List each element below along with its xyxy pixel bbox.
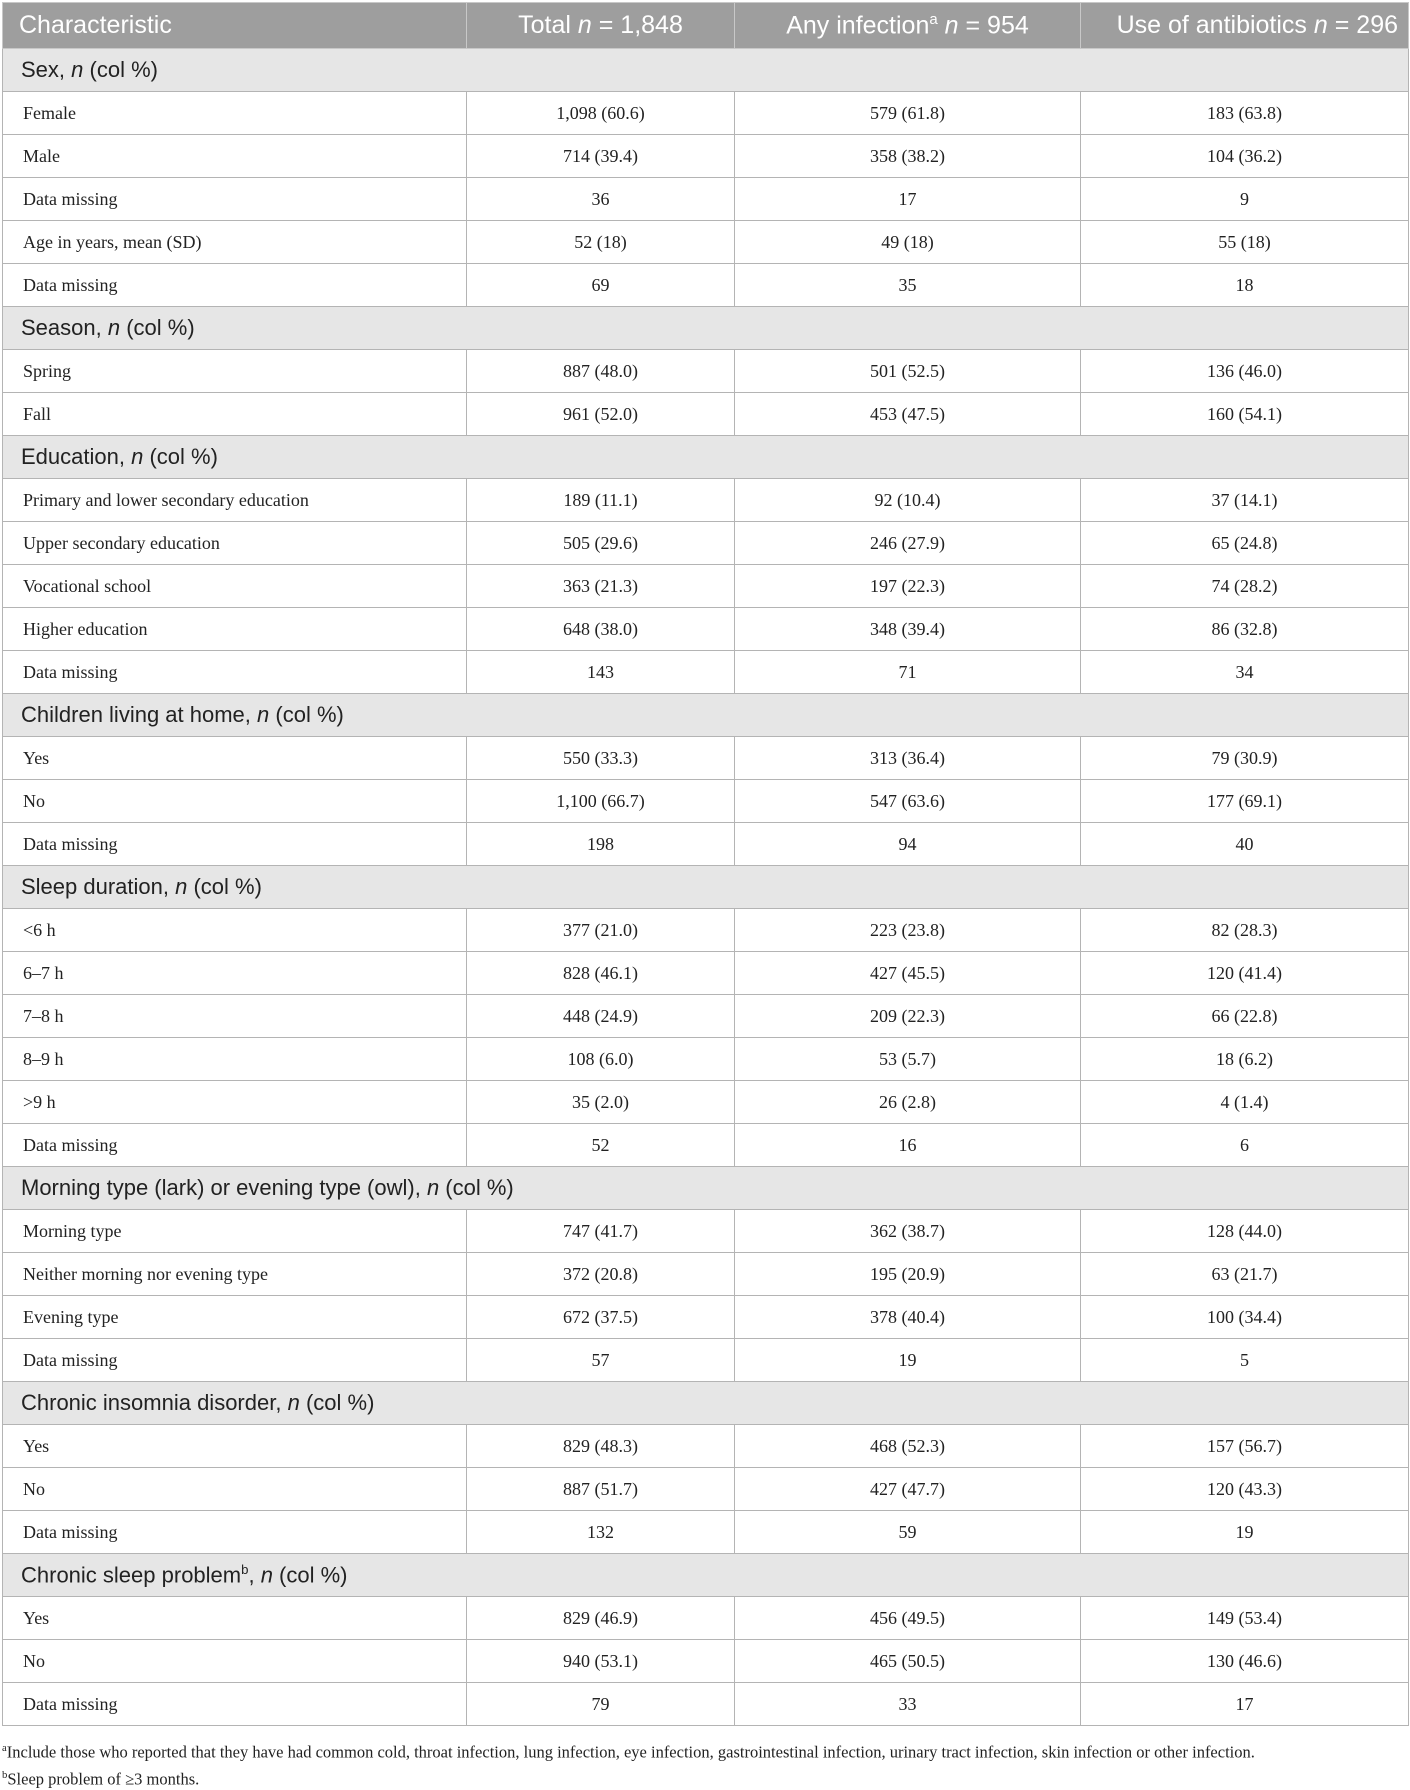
table-row <box>3 479 1409 522</box>
section-title: Chronic insomnia disorder, n (col %) <box>3 1382 1409 1425</box>
table-row <box>3 1511 1409 1554</box>
cell-total: 52 <box>467 1124 735 1167</box>
cell-use-of-antibiotics: 5 <box>1081 1339 1409 1382</box>
cell-use-of-antibiotics: 136 (46.0) <box>1081 350 1409 393</box>
section-header-row <box>3 1382 1409 1425</box>
cell-use-of-antibiotics: 183 (63.8) <box>1081 92 1409 135</box>
row-label: Data missing <box>3 823 467 866</box>
footnotes <box>2 1737 1408 1790</box>
cell-use-of-antibiotics: 17 <box>1081 1683 1409 1726</box>
row-label: No <box>3 780 467 823</box>
cell-any-infection: 453 (47.5) <box>735 393 1081 436</box>
footnote-b: $^b$Sleep problem of ≥3 months. <box>2 1764 1408 1790</box>
cell-any-infection: 19 <box>735 1339 1081 1382</box>
cell-use-of-antibiotics: 19 <box>1081 1511 1409 1554</box>
section-header-row <box>3 1554 1409 1597</box>
table-row <box>3 1253 1409 1296</box>
cell-any-infection: 71 <box>735 651 1081 694</box>
cell-any-infection: 195 (20.9) <box>735 1253 1081 1296</box>
cell-total: 35 (2.0) <box>467 1081 735 1124</box>
table-row <box>3 522 1409 565</box>
table-row <box>3 1124 1409 1167</box>
row-label: Data missing <box>3 1511 467 1554</box>
section-title: Chronic sleep problem$^b$, n (col %) <box>3 1554 1409 1597</box>
cell-use-of-antibiotics: 82 (28.3) <box>1081 909 1409 952</box>
cell-any-infection: 17 <box>735 178 1081 221</box>
cell-total: 143 <box>467 651 735 694</box>
row-label: Male <box>3 135 467 178</box>
table-header <box>3 3 1409 49</box>
cell-any-infection: 579 (61.8) <box>735 92 1081 135</box>
table-row <box>3 995 1409 1038</box>
cell-any-infection: 209 (22.3) <box>735 995 1081 1038</box>
table-row <box>3 1640 1409 1683</box>
cell-total: 57 <box>467 1339 735 1382</box>
table-row <box>3 909 1409 952</box>
cell-total: 372 (20.8) <box>467 1253 735 1296</box>
table-row <box>3 1597 1409 1640</box>
cell-total: 69 <box>467 264 735 307</box>
cell-use-of-antibiotics: 157 (56.7) <box>1081 1425 1409 1468</box>
row-label: No <box>3 1468 467 1511</box>
header-use-of-antibiotics: Use of antibiotics n = 296 <box>1081 3 1409 49</box>
cell-total: 198 <box>467 823 735 866</box>
row-label: Primary and lower secondary education <box>3 479 467 522</box>
row-label: Data missing <box>3 1124 467 1167</box>
cell-use-of-antibiotics: 120 (43.3) <box>1081 1468 1409 1511</box>
cell-any-infection: 362 (38.7) <box>735 1210 1081 1253</box>
row-label: >9 h <box>3 1081 467 1124</box>
table-row <box>3 350 1409 393</box>
row-label: Upper secondary education <box>3 522 467 565</box>
cell-any-infection: 427 (45.5) <box>735 952 1081 995</box>
cell-use-of-antibiotics: 160 (54.1) <box>1081 393 1409 436</box>
section-header-row <box>3 694 1409 737</box>
table-row <box>3 1425 1409 1468</box>
section-title: Sleep duration, n (col %) <box>3 866 1409 909</box>
cell-use-of-antibiotics: 149 (53.4) <box>1081 1597 1409 1640</box>
cell-use-of-antibiotics: 18 (6.2) <box>1081 1038 1409 1081</box>
cell-total: 887 (48.0) <box>467 350 735 393</box>
cell-total: 36 <box>467 178 735 221</box>
header-any-infection: Any infection$^a$ n = 954 <box>735 3 1081 49</box>
header-total: Total n = 1,848 <box>467 3 735 49</box>
cell-total: 747 (41.7) <box>467 1210 735 1253</box>
cell-total: 79 <box>467 1683 735 1726</box>
table-row <box>3 1683 1409 1726</box>
cell-total: 829 (46.9) <box>467 1597 735 1640</box>
cell-use-of-antibiotics: 18 <box>1081 264 1409 307</box>
table-row <box>3 952 1409 995</box>
section-title: Morning type (lark) or evening type (owl), n (col %) <box>3 1167 1409 1210</box>
table-row <box>3 737 1409 780</box>
table-row <box>3 608 1409 651</box>
cell-total: 714 (39.4) <box>467 135 735 178</box>
cell-any-infection: 223 (23.8) <box>735 909 1081 952</box>
cell-total: 828 (46.1) <box>467 952 735 995</box>
table-row <box>3 393 1409 436</box>
cell-use-of-antibiotics: 128 (44.0) <box>1081 1210 1409 1253</box>
cell-use-of-antibiotics: 63 (21.7) <box>1081 1253 1409 1296</box>
cell-any-infection: 49 (18) <box>735 221 1081 264</box>
characteristics-table-container <box>2 2 1408 1726</box>
cell-total: 550 (33.3) <box>467 737 735 780</box>
row-label: Fall <box>3 393 467 436</box>
row-label: Data missing <box>3 264 467 307</box>
cell-total: 189 (11.1) <box>467 479 735 522</box>
cell-any-infection: 358 (38.2) <box>735 135 1081 178</box>
characteristics-table <box>2 2 1409 1726</box>
cell-use-of-antibiotics: 6 <box>1081 1124 1409 1167</box>
row-label: Spring <box>3 350 467 393</box>
cell-any-infection: 33 <box>735 1683 1081 1726</box>
cell-any-infection: 348 (39.4) <box>735 608 1081 651</box>
footnote-marker-a: a <box>929 11 937 28</box>
cell-any-infection: 26 (2.8) <box>735 1081 1081 1124</box>
cell-total: 505 (29.6) <box>467 522 735 565</box>
cell-use-of-antibiotics: 86 (32.8) <box>1081 608 1409 651</box>
cell-any-infection: 53 (5.7) <box>735 1038 1081 1081</box>
cell-any-infection: 456 (49.5) <box>735 1597 1081 1640</box>
cell-use-of-antibiotics: 130 (46.6) <box>1081 1640 1409 1683</box>
cell-total: 672 (37.5) <box>467 1296 735 1339</box>
cell-any-infection: 468 (52.3) <box>735 1425 1081 1468</box>
row-label: Data missing <box>3 1683 467 1726</box>
table-row <box>3 135 1409 178</box>
table-row <box>3 1296 1409 1339</box>
cell-total: 829 (48.3) <box>467 1425 735 1468</box>
cell-use-of-antibiotics: 55 (18) <box>1081 221 1409 264</box>
cell-use-of-antibiotics: 79 (30.9) <box>1081 737 1409 780</box>
cell-any-infection: 59 <box>735 1511 1081 1554</box>
row-label: Higher education <box>3 608 467 651</box>
section-header-row <box>3 1167 1409 1210</box>
table-row <box>3 1339 1409 1382</box>
row-label: Data missing <box>3 178 467 221</box>
footnote-a: $^a$Include those who reported that they have had common cold, throat infection, lung infection, eye infection, gastrointestinal infection, urinary tract infection, skin infection or other infection. <box>2 1737 1408 1764</box>
cell-use-of-antibiotics: 65 (24.8) <box>1081 522 1409 565</box>
cell-total: 648 (38.0) <box>467 608 735 651</box>
cell-use-of-antibiotics: 4 (1.4) <box>1081 1081 1409 1124</box>
section-title: Education, n (col %) <box>3 436 1409 479</box>
cell-any-infection: 427 (47.7) <box>735 1468 1081 1511</box>
cell-use-of-antibiotics: 74 (28.2) <box>1081 565 1409 608</box>
table-row <box>3 264 1409 307</box>
cell-any-infection: 35 <box>735 264 1081 307</box>
table-row <box>3 1038 1409 1081</box>
table-row <box>3 565 1409 608</box>
table-row <box>3 1210 1409 1253</box>
cell-use-of-antibiotics: 40 <box>1081 823 1409 866</box>
cell-any-infection: 246 (27.9) <box>735 522 1081 565</box>
table-row <box>3 92 1409 135</box>
row-label: Morning type <box>3 1210 467 1253</box>
table-row <box>3 1081 1409 1124</box>
row-label: Data missing <box>3 651 467 694</box>
row-label: Age in years, mean (SD) <box>3 221 467 264</box>
cell-total: 363 (21.3) <box>467 565 735 608</box>
row-label: 6–7 h <box>3 952 467 995</box>
cell-total: 377 (21.0) <box>467 909 735 952</box>
cell-use-of-antibiotics: 34 <box>1081 651 1409 694</box>
header-characteristic: Characteristic <box>3 3 467 49</box>
cell-total: 940 (53.1) <box>467 1640 735 1683</box>
cell-total: 887 (51.7) <box>467 1468 735 1511</box>
table-row <box>3 221 1409 264</box>
cell-use-of-antibiotics: 100 (34.4) <box>1081 1296 1409 1339</box>
section-title: Children living at home, n (col %) <box>3 694 1409 737</box>
cell-use-of-antibiotics: 177 (69.1) <box>1081 780 1409 823</box>
row-label: <6 h <box>3 909 467 952</box>
row-label: Evening type <box>3 1296 467 1339</box>
table-row <box>3 1468 1409 1511</box>
section-title: Sex, n (col %) <box>3 49 1409 92</box>
cell-any-infection: 94 <box>735 823 1081 866</box>
table-row <box>3 651 1409 694</box>
row-label: 7–8 h <box>3 995 467 1038</box>
cell-any-infection: 197 (22.3) <box>735 565 1081 608</box>
table-row <box>3 178 1409 221</box>
section-header-row <box>3 307 1409 350</box>
row-label: No <box>3 1640 467 1683</box>
cell-total: 1,098 (60.6) <box>467 92 735 135</box>
row-label: 8–9 h <box>3 1038 467 1081</box>
cell-use-of-antibiotics: 37 (14.1) <box>1081 479 1409 522</box>
row-label: Yes <box>3 1597 467 1640</box>
cell-total: 448 (24.9) <box>467 995 735 1038</box>
cell-total: 961 (52.0) <box>467 393 735 436</box>
row-label: Female <box>3 92 467 135</box>
row-label: Data missing <box>3 1339 467 1382</box>
section-title: Season, n (col %) <box>3 307 1409 350</box>
section-header-row <box>3 49 1409 92</box>
cell-any-infection: 378 (40.4) <box>735 1296 1081 1339</box>
cell-any-infection: 313 (36.4) <box>735 737 1081 780</box>
cell-any-infection: 465 (50.5) <box>735 1640 1081 1683</box>
cell-any-infection: 16 <box>735 1124 1081 1167</box>
cell-use-of-antibiotics: 120 (41.4) <box>1081 952 1409 995</box>
row-label: Vocational school <box>3 565 467 608</box>
table-row <box>3 823 1409 866</box>
section-header-row <box>3 866 1409 909</box>
section-header-row <box>3 436 1409 479</box>
row-label: Neither morning nor evening type <box>3 1253 467 1296</box>
cell-total: 1,100 (66.7) <box>467 780 735 823</box>
cell-any-infection: 547 (63.6) <box>735 780 1081 823</box>
row-label: Yes <box>3 737 467 780</box>
cell-total: 132 <box>467 1511 735 1554</box>
table-row <box>3 780 1409 823</box>
table-body <box>3 49 1409 1726</box>
row-label: Yes <box>3 1425 467 1468</box>
cell-use-of-antibiotics: 66 (22.8) <box>1081 995 1409 1038</box>
cell-use-of-antibiotics: 9 <box>1081 178 1409 221</box>
cell-use-of-antibiotics: 104 (36.2) <box>1081 135 1409 178</box>
cell-total: 108 (6.0) <box>467 1038 735 1081</box>
cell-any-infection: 92 (10.4) <box>735 479 1081 522</box>
cell-any-infection: 501 (52.5) <box>735 350 1081 393</box>
cell-total: 52 (18) <box>467 221 735 264</box>
